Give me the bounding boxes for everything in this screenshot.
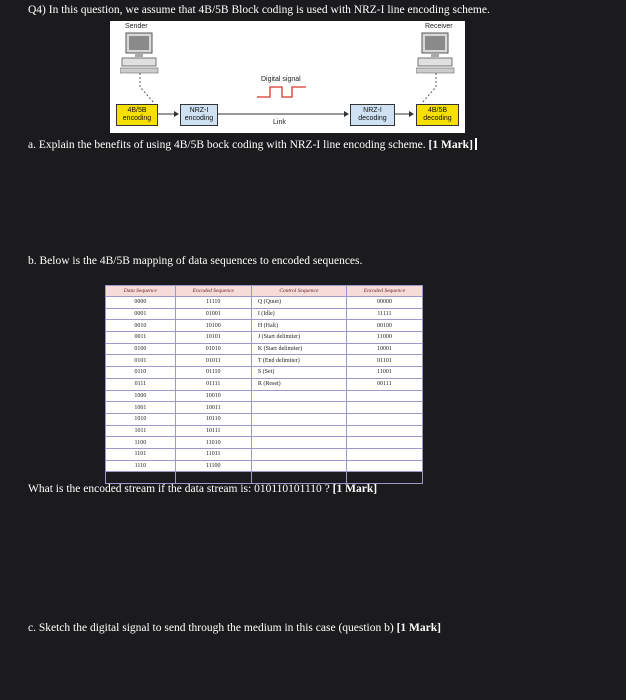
table-cell: 1100 bbox=[106, 437, 176, 449]
table-cell bbox=[251, 448, 346, 460]
table-row bbox=[106, 413, 423, 425]
header-encoded-sequence: Encoded Sequence bbox=[175, 286, 251, 297]
block-coding-figure bbox=[110, 21, 465, 133]
receiver-label: Receiver bbox=[425, 23, 453, 30]
link-label: Link bbox=[273, 119, 286, 126]
table-cell: 11011 bbox=[175, 448, 251, 460]
table-cell: K (Start delimiter) bbox=[251, 343, 346, 355]
table-cell: 01110 bbox=[175, 367, 251, 379]
part-c-text: c. Sketch the digital signal to send through the medium in this case (question b) bbox=[28, 622, 394, 634]
table-cell: 1011 bbox=[106, 425, 176, 437]
nrzi-encoding-box bbox=[180, 104, 218, 126]
table-cell: 01011 bbox=[175, 355, 251, 367]
table-cell: Q (Quiet) bbox=[251, 297, 346, 309]
table-cell: 00000 bbox=[346, 297, 422, 309]
table-cell bbox=[346, 437, 422, 449]
table-cell: 11101 bbox=[175, 472, 251, 484]
table-cell: J (Start delimiter) bbox=[251, 332, 346, 344]
table-row bbox=[106, 378, 423, 390]
table-row bbox=[106, 448, 423, 460]
table-cell bbox=[346, 425, 422, 437]
table-cell: 0110 bbox=[106, 367, 176, 379]
table-cell: 11000 bbox=[346, 332, 422, 344]
part-a-text: a. Explain the benefits of using 4B/5B bock coding with NRZ-I line encoding scheme. bbox=[28, 139, 426, 151]
table-cell: 0001 bbox=[106, 308, 176, 320]
table-cell: R (Reset) bbox=[251, 378, 346, 390]
table-cell bbox=[251, 402, 346, 414]
part-b-question: b. Below is the 4B/5B mapping of data sequences to encoded sequences. bbox=[28, 255, 363, 267]
table-cell: 1000 bbox=[106, 390, 176, 402]
box-line: encoding bbox=[122, 115, 152, 122]
table-cell: 10111 bbox=[175, 425, 251, 437]
table-row bbox=[106, 332, 423, 344]
table-row bbox=[106, 367, 423, 379]
table-cell: 1110 bbox=[106, 460, 176, 472]
box-line: NRZ-I bbox=[189, 107, 209, 114]
table-row bbox=[106, 343, 423, 355]
part-b-mark: [1 Mark] bbox=[332, 483, 378, 495]
nrzi-decoding-box bbox=[350, 104, 395, 126]
table-cell: 11001 bbox=[346, 367, 422, 379]
table-cell: 10001 bbox=[346, 343, 422, 355]
digital-signal-label: Digital signal bbox=[261, 76, 301, 83]
table-cell bbox=[346, 448, 422, 460]
table-cell: 0100 bbox=[106, 343, 176, 355]
header-control-encoded-sequence: Encoded Sequence bbox=[346, 286, 422, 297]
table-cell: 0101 bbox=[106, 355, 176, 367]
table-cell: 10011 bbox=[175, 402, 251, 414]
table-cell: 11110 bbox=[175, 297, 251, 309]
sender-label: Sender bbox=[125, 23, 148, 30]
table-cell bbox=[346, 402, 422, 414]
part-a-question bbox=[28, 138, 477, 152]
table-cell bbox=[251, 413, 346, 425]
part-a-mark: [1 Mark] bbox=[428, 139, 473, 151]
table-row bbox=[106, 437, 423, 449]
table-row bbox=[106, 425, 423, 437]
table-cell: 00111 bbox=[346, 378, 422, 390]
table-cell bbox=[346, 413, 422, 425]
table-cell: T (End delimiter) bbox=[251, 355, 346, 367]
table-cell: 01010 bbox=[175, 343, 251, 355]
box-line: NRZ-I bbox=[363, 107, 382, 114]
table-cell: 1010 bbox=[106, 413, 176, 425]
header-control-sequence: Control Sequence bbox=[251, 286, 346, 297]
table-cell: 11111 bbox=[346, 308, 422, 320]
part-c-question bbox=[28, 621, 441, 635]
table-cell bbox=[251, 460, 346, 472]
box-line: decoding bbox=[358, 115, 387, 122]
table-row bbox=[106, 297, 423, 309]
table-cell: 11010 bbox=[175, 437, 251, 449]
table-row bbox=[106, 402, 423, 414]
table-row bbox=[106, 460, 423, 472]
4b5b-encoding-box bbox=[116, 104, 158, 126]
table-cell: I (Idle) bbox=[251, 308, 346, 320]
table-header-row bbox=[106, 286, 423, 297]
table-cell: 1111 bbox=[106, 472, 176, 484]
table-cell bbox=[346, 460, 422, 472]
table-row bbox=[106, 308, 423, 320]
table-cell: 01001 bbox=[175, 308, 251, 320]
table-cell: 00100 bbox=[346, 320, 422, 332]
table-cell: 0010 bbox=[106, 320, 176, 332]
table-cell: 01101 bbox=[346, 355, 422, 367]
box-line: 4B/5B bbox=[427, 107, 448, 114]
header-data-sequence: Data Sequence bbox=[106, 286, 176, 297]
part-b-stream-question bbox=[28, 482, 377, 496]
table-cell: 01111 bbox=[175, 378, 251, 390]
table-cell: 0111 bbox=[106, 378, 176, 390]
table-cell: 10101 bbox=[175, 332, 251, 344]
table-cell: 1001 bbox=[106, 402, 176, 414]
table-cell: 0000 bbox=[106, 297, 176, 309]
table-cell: H (Halt) bbox=[251, 320, 346, 332]
box-line: decoding bbox=[423, 115, 452, 122]
table-row bbox=[106, 320, 423, 332]
4b5b-mapping-table bbox=[105, 285, 423, 481]
table-cell: 0011 bbox=[106, 332, 176, 344]
part-c-mark: [1 Mark] bbox=[396, 622, 441, 634]
4b5b-decoding-box bbox=[416, 104, 459, 126]
question-intro: Q4) In this question, we assume that 4B/5B Block coding is used with NRZ-I line encoding scheme. bbox=[28, 4, 490, 16]
part-b-stream-text: What is the encoded stream if the data stream is: 010110101110 ? bbox=[28, 483, 330, 495]
table-cell: 10010 bbox=[175, 390, 251, 402]
table-cell bbox=[251, 425, 346, 437]
box-line: encoding bbox=[184, 115, 214, 122]
digital-signal-waveform bbox=[257, 87, 306, 97]
text-cursor bbox=[475, 138, 477, 150]
table-row bbox=[106, 355, 423, 367]
table-cell: S (Set) bbox=[251, 367, 346, 379]
box-line: 4B/5B bbox=[127, 107, 147, 114]
table-cell: 11100 bbox=[175, 460, 251, 472]
table-cell: 10100 bbox=[175, 320, 251, 332]
table-cell bbox=[346, 390, 422, 402]
table-cell: 1101 bbox=[106, 448, 176, 460]
table-row bbox=[106, 390, 423, 402]
table-cell bbox=[251, 437, 346, 449]
table-cell bbox=[251, 390, 346, 402]
table-cell: 10110 bbox=[175, 413, 251, 425]
